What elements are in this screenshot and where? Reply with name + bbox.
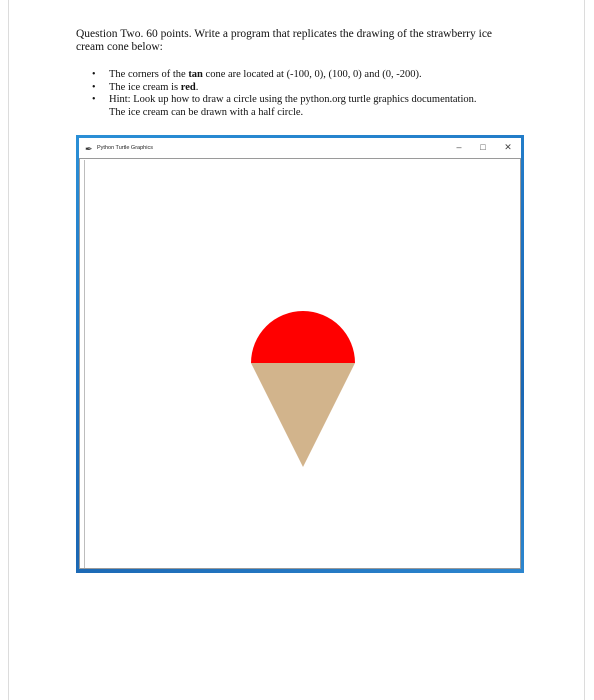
turtle-window-screenshot bbox=[76, 135, 524, 573]
bullet-icon: • bbox=[92, 94, 96, 105]
bullet-icon: • bbox=[92, 81, 96, 93]
turtle-canvas-frame bbox=[79, 158, 521, 569]
ice-cream-cone bbox=[251, 363, 355, 467]
feather-icon: ✒ bbox=[85, 144, 93, 154]
drawing-svg bbox=[85, 160, 521, 566]
window-titlebar bbox=[79, 138, 521, 160]
minimize-icon[interactable]: – bbox=[456, 142, 462, 152]
maximize-icon[interactable]: □ bbox=[480, 142, 486, 152]
close-icon[interactable]: ✕ bbox=[504, 142, 512, 152]
question-text: Question Two. 60 points. Write a program that replicates the drawing of the strawberry ice cream cone below: bbox=[76, 28, 493, 53]
turtle-canvas bbox=[84, 160, 520, 568]
bullet-icon: • bbox=[92, 69, 96, 80]
instruction-list bbox=[92, 69, 532, 119]
bullet-text: The ice cream is bbox=[109, 81, 181, 93]
list-item bbox=[92, 82, 532, 95]
ice-cream-scoop bbox=[251, 311, 355, 363]
bold-text: red bbox=[180, 81, 196, 93]
window-title: Python Turtle Graphics bbox=[97, 145, 153, 151]
bullet-text: . bbox=[195, 81, 199, 93]
list-item bbox=[92, 69, 532, 82]
bullet-text: cone are located at (-100, 0), (100, 0) and (0, -200). bbox=[202, 69, 422, 80]
list-item bbox=[92, 94, 532, 119]
bold-text: tan bbox=[188, 69, 203, 80]
bullet-text: The ice cream can be drawn with a half circle. bbox=[109, 106, 304, 118]
bullet-text: The corners of the bbox=[109, 69, 189, 80]
bullet-text: Hint: Look up how to draw a circle using the python.org turtle graphics documentation. bbox=[109, 94, 477, 105]
